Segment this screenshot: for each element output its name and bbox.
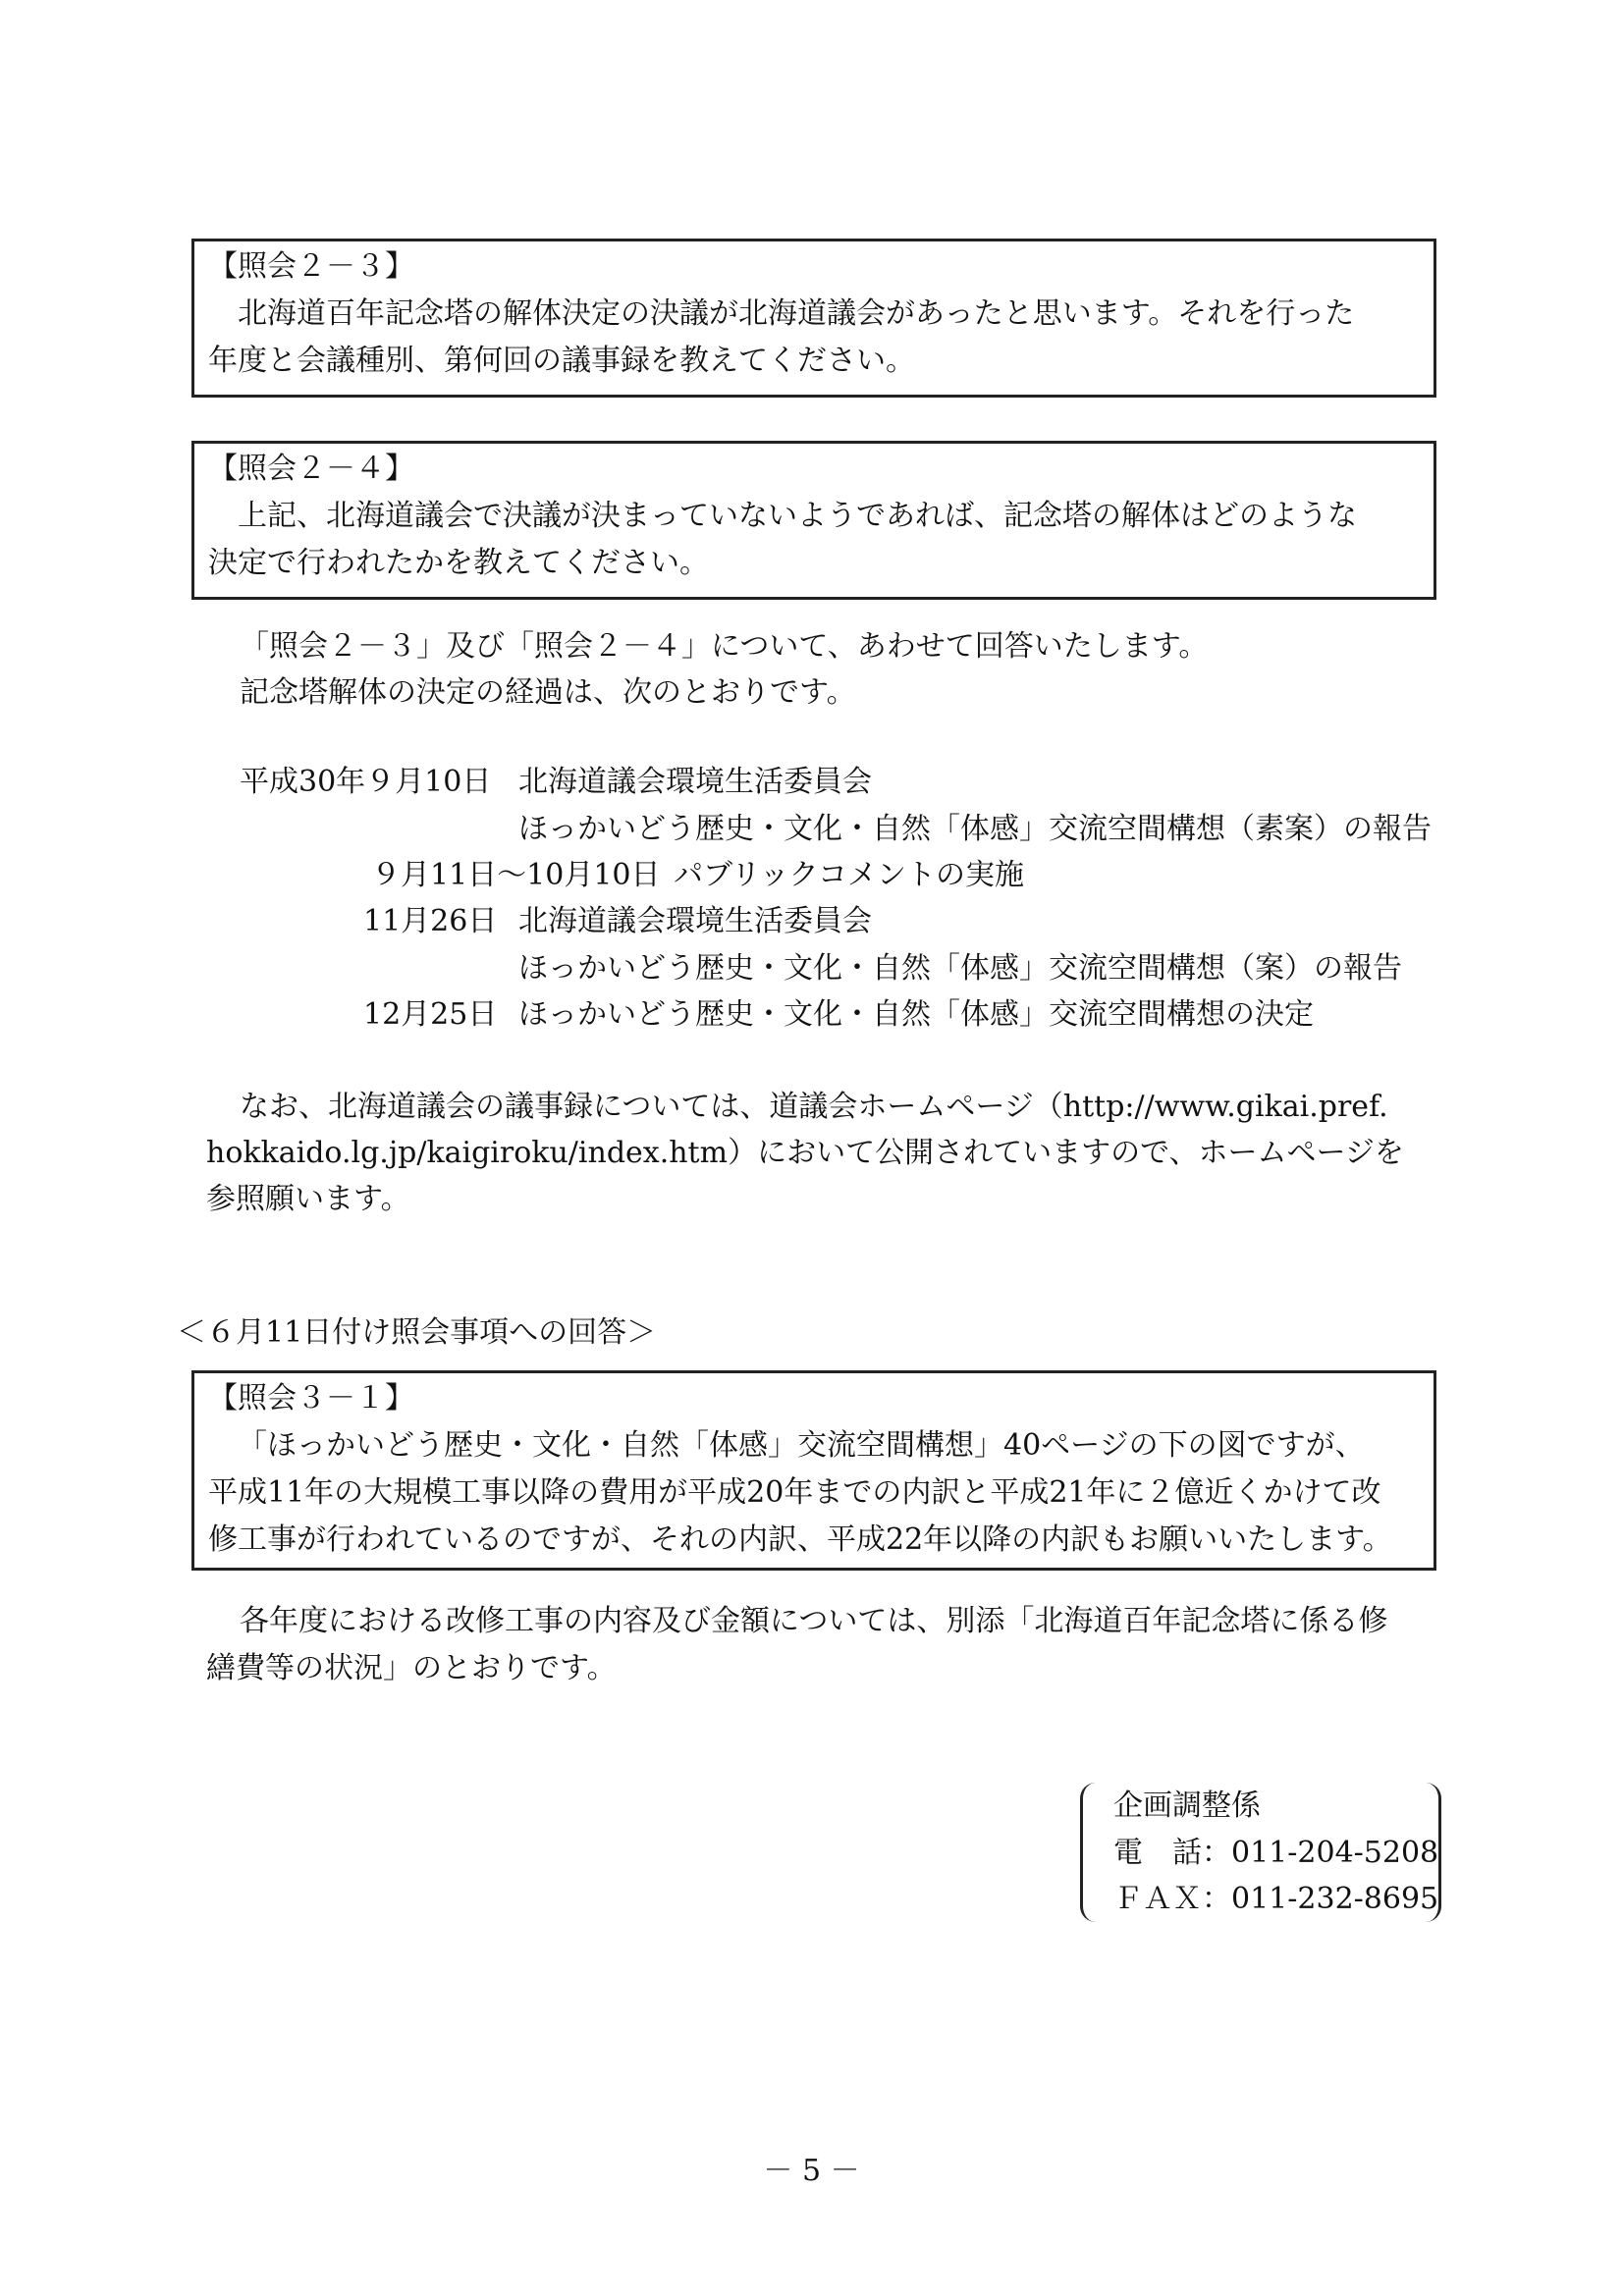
timeline-text: ほっかいどう歴史・文化・自然「体感」交流空間構想（素案）の報告 [518, 812, 1432, 846]
phone-label: 電 話： [1113, 1836, 1231, 1870]
fax-number: 011-232-8695 [1231, 1882, 1439, 1916]
fax-label: ＦＡＸ： [1113, 1882, 1231, 1916]
note-line: 参照願います。 [206, 1182, 410, 1216]
inquiry-text-line: 年度と会議種別、第何回の議事録を教えてください。 [208, 344, 915, 378]
inquiry-title: 【照会２－４】 [208, 452, 414, 486]
contact-section: 企画調整係 [1113, 1789, 1261, 1823]
page-number: － 5 － [763, 2154, 860, 2188]
timeline-date: 11月26日 [363, 904, 498, 938]
inquiry-2-3-box [191, 239, 1436, 398]
inquiry-text-line: 決定で行われたかを教えてください。 [208, 546, 709, 580]
timeline-text: パブリックコメントの実施 [674, 858, 1024, 892]
section-heading: ＜６月11日付け照会事項への回答＞ [177, 1315, 657, 1350]
inquiry-2-4-box [191, 441, 1436, 600]
inquiry-text-line: 「ほっかいどう歴史・文化・自然「体感」交流空間構想」40ページの下の図ですが、 [238, 1428, 1365, 1463]
inquiry-title: 【照会２－３】 [208, 249, 414, 284]
note-line: なお、北海道議会の議事録については、道議会ホームページ（http://www.gikai.pref. [240, 1090, 1388, 1124]
answer-line: 「照会２－３」及び「照会２－４」について、あわせて回答いたします。 [240, 629, 1209, 664]
contact-fax-row [1113, 1876, 1438, 1923]
timeline-date: ９月11日～10月10日 [371, 858, 661, 892]
answer-line: 繕費等の状況」のとおりです。 [206, 1651, 617, 1685]
inquiry-text-line: 北海道百年記念塔の解体決定の決議が北海道議会があったと思います。それを行った [238, 296, 1355, 331]
left-bracket [1080, 1783, 1101, 1922]
contact-phone-row [1113, 1830, 1438, 1877]
phone-number: 011-204-5208 [1231, 1836, 1439, 1870]
inquiry-text-line: 上記、北海道議会で決議が決まっていないようであれば、記念塔の解体はどのような [238, 499, 1357, 533]
timeline-text: ほっかいどう歴史・文化・自然「体感」交流空間構想の決定 [518, 997, 1314, 1032]
answer-line: 記念塔解体の決定の経過は、次のとおりです。 [240, 675, 856, 710]
note-line: hokkaido.lg.jp/kaigiroku/index.htm）において公開されていますので、ホームページを [206, 1136, 1404, 1170]
inquiry-3-1-box [191, 1370, 1436, 1571]
timeline-date: 12月25日 [363, 997, 498, 1032]
timeline-text: ほっかいどう歴史・文化・自然「体感」交流空間構想（案）の報告 [518, 951, 1402, 986]
inquiry-text-line: 修工事が行われているのですが、それの内訳、平成22年以降の内訳もお願いいたします。 [208, 1522, 1392, 1557]
timeline-text: 北海道議会環境生活委員会 [518, 765, 872, 799]
timeline-date: 平成30年９月10日 [240, 765, 492, 799]
answer-line: 各年度における改修工事の内容及び金額については、別添「北海道百年記念塔に係る修 [240, 1604, 1388, 1638]
inquiry-title: 【照会３－１】 [208, 1381, 414, 1415]
inquiry-text-line: 平成11年の大規模工事以降の費用が平成20年までの内訳と平成21年に２億近くかけて改 [208, 1475, 1381, 1510]
contact-block [1080, 1779, 1441, 1926]
timeline-text: 北海道議会環境生活委員会 [518, 904, 872, 938]
